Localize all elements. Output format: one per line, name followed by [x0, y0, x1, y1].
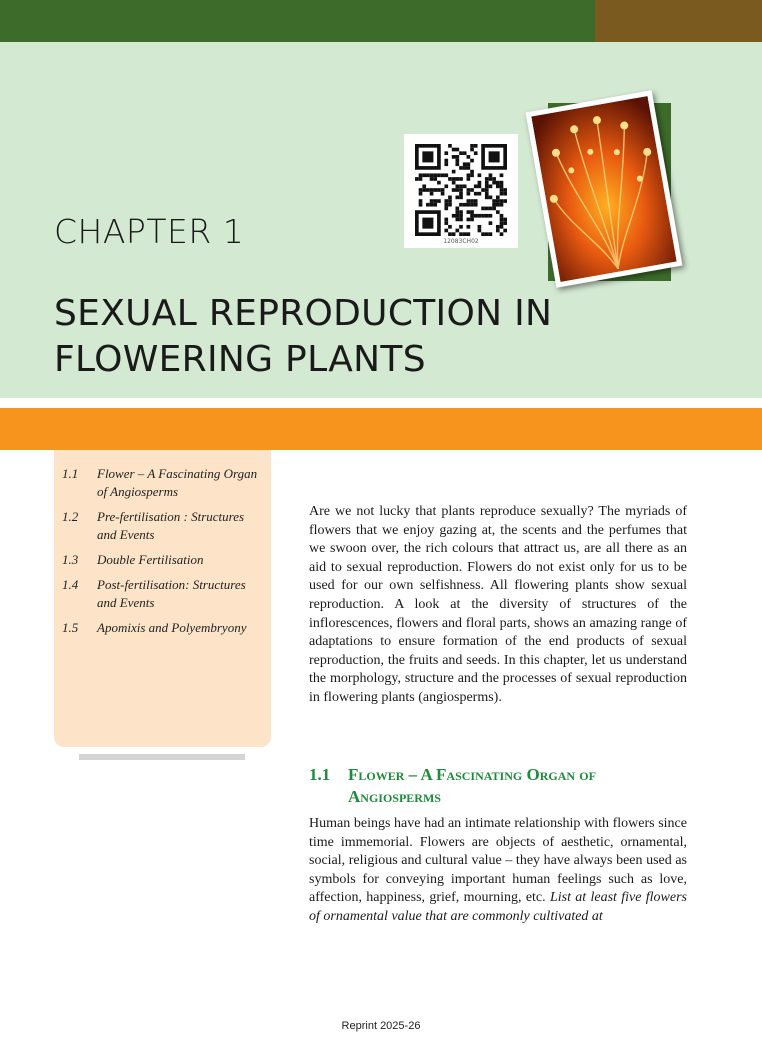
- contents-item-number: 1.5: [62, 620, 79, 635]
- contents-item: [62, 551, 271, 569]
- contents-item-number: 1.4: [62, 577, 79, 592]
- contents-item-number: 1.1: [62, 466, 79, 481]
- orange-band: [0, 408, 762, 450]
- top-bar: [0, 0, 595, 42]
- section-heading: [309, 764, 687, 808]
- section-title-line1: Flower – A Fascinating Organ of: [348, 765, 596, 784]
- qr-code[interactable]: [404, 134, 518, 248]
- contents-item-title: Pre-fertilisation : Structures and Events: [97, 509, 245, 542]
- chapter-contents: [54, 450, 271, 747]
- flower-stamen-photo: [531, 96, 676, 282]
- top-bar-accent: [595, 0, 762, 42]
- contents-list: [54, 450, 271, 637]
- chapter-title: SEXUAL REPRODUCTION IN FLOWERING PLANTS: [54, 293, 553, 380]
- section-body-text: Human beings have had an intimate relationship with flowers since time immemorial. Flowers are objects of aesthetic, ornamental, social, religious and cultural value – they have always been used as symbols for conveying important human feelings such as love, affection, happiness, grief, mourning, etc.: [309, 816, 687, 906]
- qr-code-label: 12083CH02: [443, 238, 479, 245]
- contents-item-title: Flower – A Fascinating Organ of Angiosperms: [97, 466, 258, 499]
- contents-item: [62, 465, 271, 501]
- contents-item: [62, 508, 271, 544]
- contents-item-title: Double Fertilisation: [97, 552, 204, 567]
- contents-item: [62, 576, 271, 612]
- contents-item-number: 1.2: [62, 509, 79, 524]
- section-body-italic: List at least five flowers of ornamental value that are commonly cultivated at: [309, 890, 687, 924]
- intro-paragraph: Are we not lucky that plants reproduce sexually? The myriads of flowers that we enjoy gazing at, the scents and the perfumes that we swoon over, the rich colours that attract us, are all there as an aid to sexual reproduction. Flowers do not exist only for us to be used for our own selfishness. All flowering plants show sexual reproduction. A look at the diversity of structures of the inflorescences, flowers and floral parts, shows an amazing range of adaptations to ensure formation of the end products of sexual reproduction, the fruits and seeds. In this chapter, let us understand the morphology, structure and the processes of sexual reproduction in flowering plants (angiosperms).: [309, 504, 687, 705]
- qr-code-icon: [415, 144, 507, 236]
- contents-item: [62, 619, 271, 637]
- contents-item-title: Post-fertilisation: Structures and Events: [97, 577, 246, 610]
- section-number: 1.1: [309, 765, 331, 784]
- section-title-line2: Angiosperms: [348, 787, 441, 806]
- contents-shadow: [79, 754, 245, 760]
- chapter-label: CHAPTER 1: [54, 212, 245, 251]
- reprint-footer: Reprint 2025-26: [341, 1020, 421, 1032]
- section-body: [309, 815, 687, 927]
- contents-item-title: Apomixis and Polyembryony: [97, 620, 247, 635]
- contents-item-number: 1.3: [62, 552, 79, 567]
